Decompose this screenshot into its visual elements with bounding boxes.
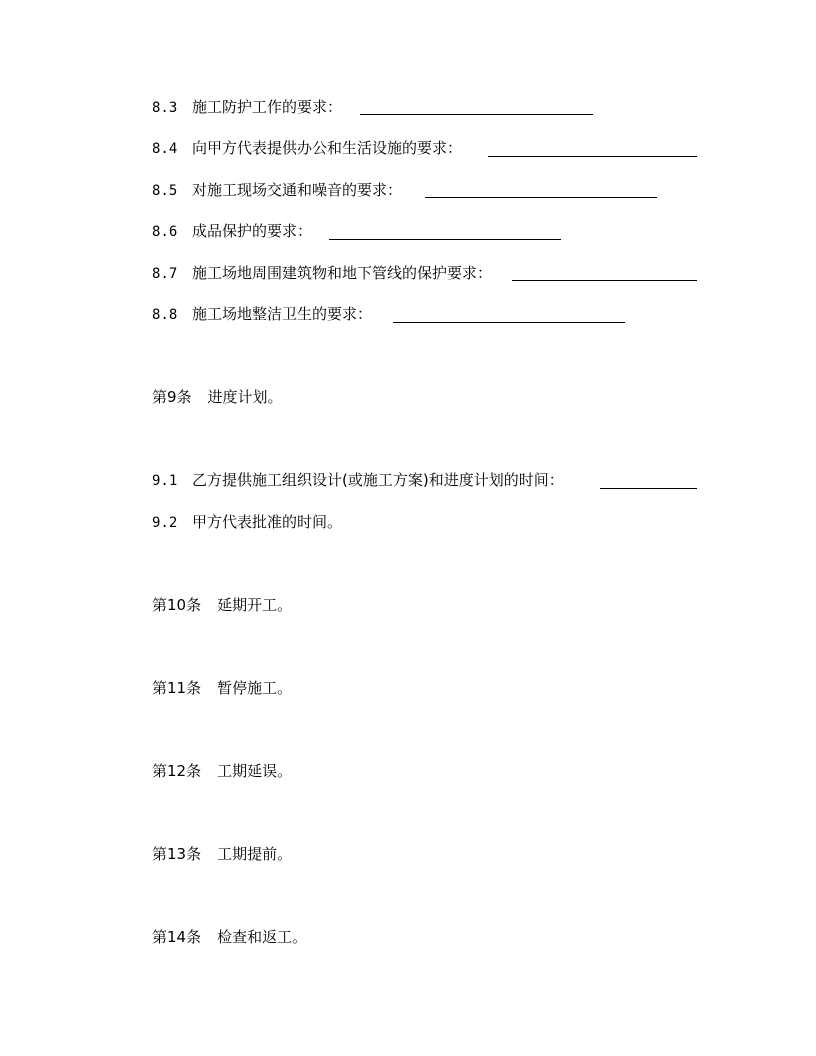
article-9 xyxy=(152,386,283,408)
article-number: 第14条 xyxy=(152,928,202,946)
clause-8-3 xyxy=(152,96,342,118)
fill-in-blank[interactable] xyxy=(360,114,593,115)
clause-number: 9.1 xyxy=(152,473,178,489)
article-title: 工期提前。 xyxy=(217,845,293,863)
clause-8-4 xyxy=(152,137,462,159)
article-title: 延期开工。 xyxy=(217,596,293,614)
article-title: 暂停施工。 xyxy=(217,679,293,697)
clause-text: 成品保护的要求： xyxy=(192,222,313,240)
article-title: 进度计划。 xyxy=(207,388,283,406)
clause-8-7 xyxy=(152,262,492,284)
fill-in-blank[interactable] xyxy=(488,156,697,157)
clause-8-8 xyxy=(152,303,372,325)
clause-number: 9.2 xyxy=(152,515,178,531)
clause-number: 8.6 xyxy=(152,224,178,240)
clause-text: 乙方提供施工组织设计(或施工方案)和进度计划的时间： xyxy=(192,471,564,489)
article-title: 检查和返工。 xyxy=(217,928,308,946)
clause-number: 8.3 xyxy=(152,100,178,116)
clause-text: 甲方代表批准的时间。 xyxy=(192,513,343,531)
clause-number: 8.7 xyxy=(152,266,178,282)
clause-text: 向甲方代表提供办公和生活设施的要求： xyxy=(192,139,463,157)
clause-text: 施工场地整洁卫生的要求： xyxy=(192,305,373,323)
clause-9-1 xyxy=(152,469,564,491)
article-title: 工期延误。 xyxy=(217,762,293,780)
clause-8-6 xyxy=(152,220,312,242)
article-14 xyxy=(152,926,307,948)
fill-in-blank[interactable] xyxy=(393,322,625,323)
article-number: 第13条 xyxy=(152,845,202,863)
clause-text: 对施工现场交通和噪音的要求： xyxy=(192,181,403,199)
article-number: 第9条 xyxy=(152,388,192,406)
fill-in-blank[interactable] xyxy=(425,197,657,198)
clause-8-5 xyxy=(152,179,402,201)
article-number: 第12条 xyxy=(152,762,202,780)
article-number: 第10条 xyxy=(152,596,202,614)
clause-text: 施工防护工作的要求： xyxy=(192,98,343,116)
clause-9-2 xyxy=(152,511,342,533)
clause-number: 8.8 xyxy=(152,307,178,323)
article-number: 第11条 xyxy=(152,679,202,697)
article-13 xyxy=(152,843,292,865)
fill-in-blank[interactable] xyxy=(600,488,697,489)
article-11 xyxy=(152,677,292,699)
clause-text: 施工场地周围建筑物和地下管线的保护要求： xyxy=(192,264,493,282)
clause-number: 8.5 xyxy=(152,183,178,199)
article-10 xyxy=(152,594,292,616)
article-12 xyxy=(152,760,292,782)
fill-in-blank[interactable] xyxy=(512,280,697,281)
fill-in-blank[interactable] xyxy=(329,239,561,240)
clause-number: 8.4 xyxy=(152,141,178,157)
